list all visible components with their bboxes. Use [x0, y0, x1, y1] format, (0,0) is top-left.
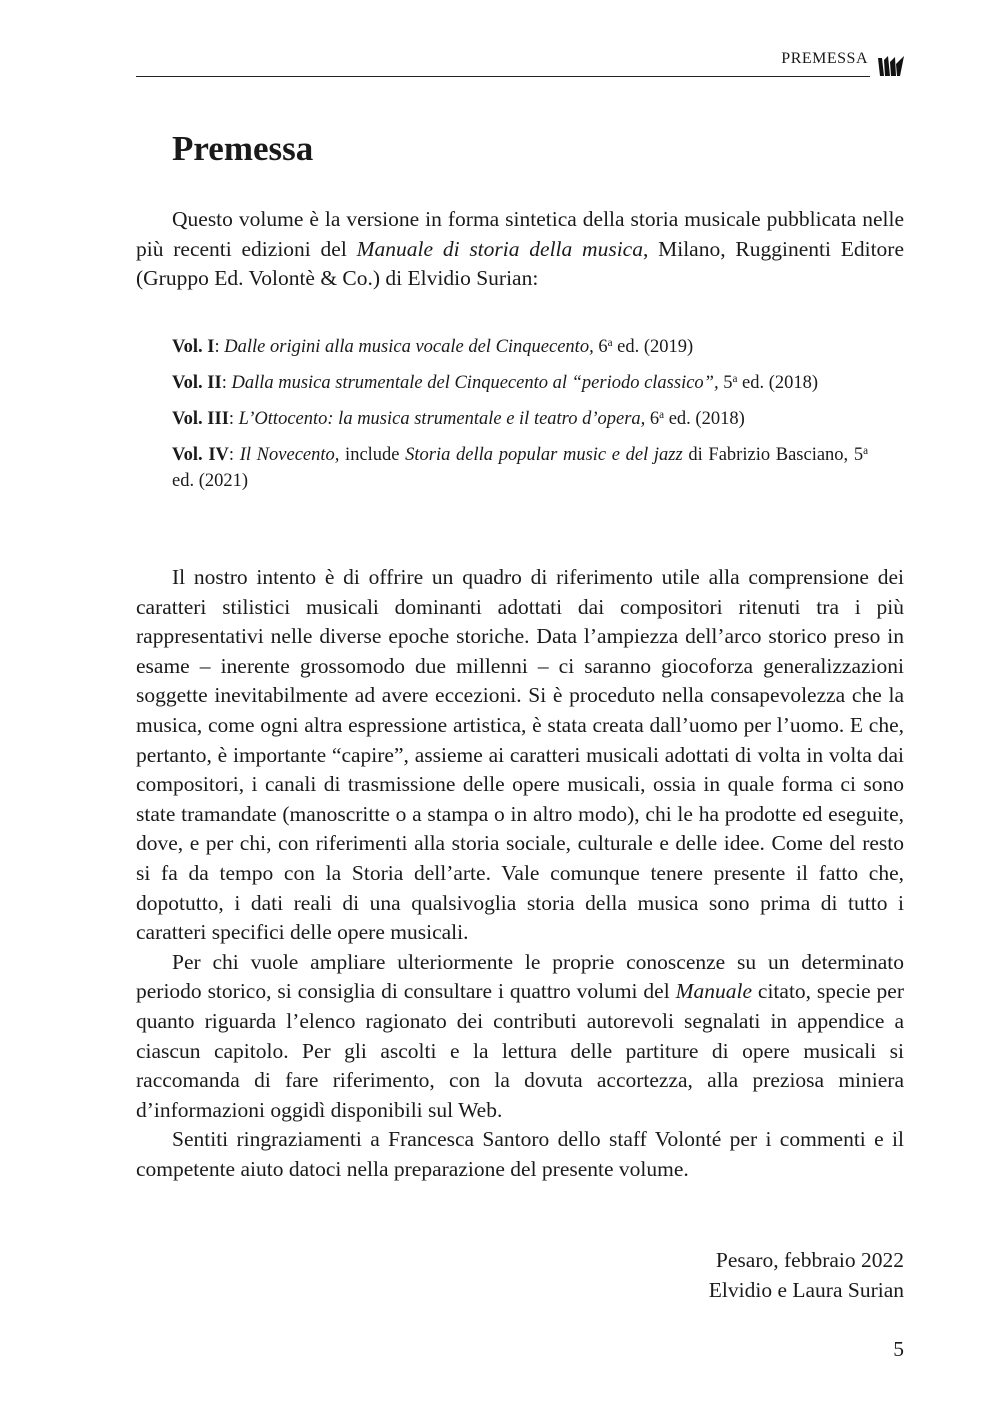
volume-title: Il Novecento,: [239, 445, 340, 465]
volume-edition-rest: ed. (2019): [612, 337, 694, 357]
intro-text-before: Questo volume è la versione in forma sintetica della storia musicale pubblicata nelle più recenti edizioni del: [136, 207, 904, 261]
intro-italic-title: Manuale di storia della musica: [356, 236, 643, 261]
volume-edition-rest: ed. (2018): [664, 409, 745, 429]
paragraph-intent: Il nostro intento è di offrire un quadro di riferimento utile alla comprensione dei caratteri stilistici musicali dominanti adottati dai compositori ritenuti tra i più rappresentativi nelle diverse epoche storiche. Data l’ampiezza dell’arco storico preso in esame – inerente grossomodo due millenni – ci saranno giocoforza generalizzazioni soggette inevitabilmente ad avere eccezioni. Si è proceduto nella consapevolezza che la musica, come ogni altra espressione artistica, è stata creata dall’uomo per l’uomo. E che, pertanto, è importante “capire”, assieme ai caratteri musicali adottati di volta in volta dai compositori, i canali di trasmissione delle opere musicali, ossia in quale forma ci sono state tramandate (manoscritte o a stampa o in altro modo), chi le ha prodotte ed eseguite, dove, e per chi, con riferimenti alla storia sociale, culturale e delle idee. Come del resto si fa da tempo con la Storia dell’arte. Vale comunque tenere presente il fatto che, dopotutto, i dati reali di una qualsivoglia storia della musica sono prima di tutto i caratteri specifici delle opere musicali.: [136, 565, 904, 945]
page-title: Premessa: [172, 129, 314, 168]
paragraph-2-before: Per chi vuole ampliare ulteriormente le proprie conoscenze su un determinato periodo storico, si consiglia di consultare i quattro volumi del: [136, 949, 904, 1004]
signature-place-date: Pesaro, febbraio 2022: [715, 1248, 904, 1272]
volume-edition-superscript: a: [732, 372, 738, 385]
volume-title: Dalla musica strumentale del Cinquecento al “periodo classico”,: [231, 373, 719, 393]
volume-entry: [172, 442, 868, 494]
paragraph-further-reading: [136, 948, 904, 1126]
volume-edition: 6: [593, 337, 608, 357]
volume-list: [172, 334, 868, 504]
volume-separator: :: [214, 337, 225, 357]
volume-edition-rest: ed. (2021): [172, 471, 249, 491]
paragraph-2-italic: Manuale: [675, 979, 753, 1004]
volume-middle: include: [339, 445, 406, 465]
volume-edition: 5: [718, 373, 733, 393]
intro-text-after: , Milano, Rugginenti Editore (Gruppo Ed. Volontè & Co.) di Elvidio Surian:: [136, 236, 905, 291]
volume-edition-rest: ed. (2018): [737, 373, 819, 393]
volume-edition-superscript: a: [607, 336, 613, 349]
volume-edition: 6: [645, 409, 660, 429]
paragraph-2-after: citato, specie per quanto riguarda l’elenco ragionato dei contributi autorevoli segnalati in appendice a ciascun capitolo. Per gli ascolti e la lettura delle partiture di opere musicali si raccomanda di fare riferimento, con la dovuta accortezza, alla preziosa miniera d’informazioni oggidì disponibili sul Web.: [136, 979, 904, 1122]
volume-label: Vol. III: [172, 409, 229, 429]
volume-edition: di Fabrizio Basciano, 5: [682, 445, 864, 465]
publisher-logo-icon: [876, 54, 906, 78]
running-head: [136, 48, 870, 77]
volume-label: Vol. I: [172, 337, 215, 357]
page-number: 5: [893, 1337, 904, 1361]
volume-entry: [172, 370, 868, 396]
volume-label: Vol. IV: [172, 445, 229, 465]
running-head-label: PREMESSA: [781, 50, 868, 67]
paragraph-acknowledgements: Sentiti ringraziamenti a Francesca Santoro dello staff Volonté per i commenti e il competente aiuto datoci nella preparazione del presente volume.: [136, 1127, 904, 1181]
main-text: [136, 563, 904, 1184]
volume-separator: :: [228, 445, 240, 465]
intro-paragraph: [136, 205, 904, 294]
volume-title: L’Ottocento: la musica strumentale e il teatro d’opera,: [238, 409, 646, 429]
volume-entry: [172, 406, 868, 432]
volume-edition-superscript: a: [659, 408, 665, 421]
signature-block: [709, 1245, 904, 1305]
volume-label: Vol. II: [172, 373, 222, 393]
signature-authors: Elvidio e Laura Surian: [708, 1278, 904, 1302]
volume-separator: :: [228, 409, 239, 429]
volume-edition-superscript: a: [863, 444, 869, 457]
volume-separator: :: [221, 373, 232, 393]
volume-title-2: Storia della popular music e del jazz: [405, 445, 683, 465]
volume-title: Dalle origini alla musica vocale del Cinquecento,: [224, 337, 594, 357]
volume-entry: [172, 334, 868, 360]
